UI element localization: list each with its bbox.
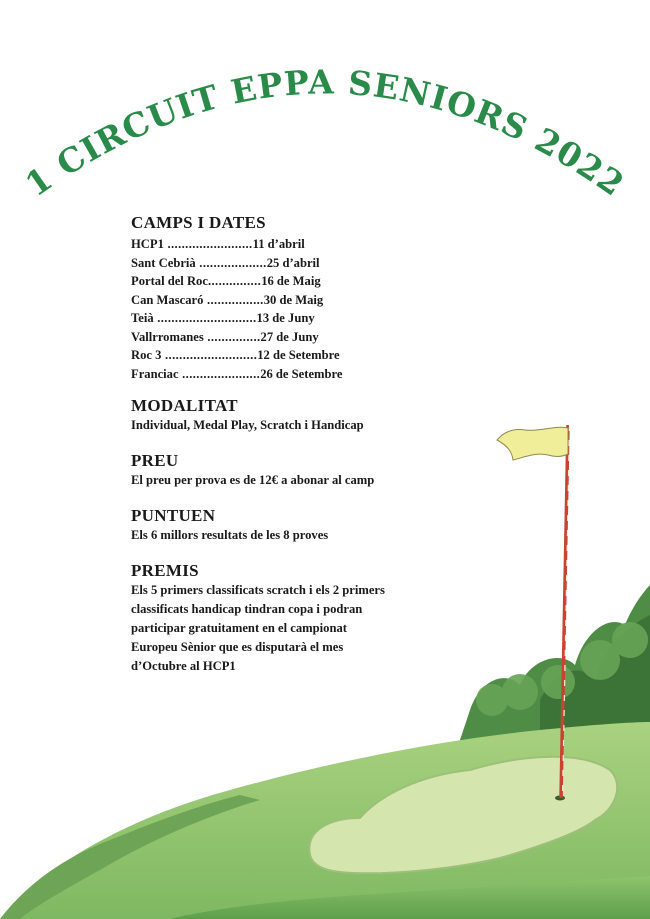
puntuen-section bbox=[131, 506, 491, 545]
venue-name: Franciac bbox=[131, 366, 179, 381]
dot-leader: ........................ bbox=[163, 237, 253, 251]
venue-name: Sant Cebrià bbox=[131, 255, 196, 270]
schedule-row bbox=[131, 254, 491, 273]
event-date: 12 de Setembre bbox=[257, 348, 340, 362]
puntuen-heading: PUNTUEN bbox=[131, 506, 216, 525]
preu-heading: PREU bbox=[131, 451, 179, 470]
premis-line: d’Octubre al HCP1 bbox=[131, 659, 236, 673]
premis-heading: PREMIS bbox=[131, 561, 199, 580]
dot-leader: ............................ bbox=[153, 311, 257, 325]
info-column bbox=[131, 213, 491, 676]
modalitat-text: Individual, Medal Play, Scratch i Handicap bbox=[131, 418, 364, 432]
event-date: 30 de Maig bbox=[263, 292, 324, 307]
schedule-list bbox=[131, 235, 491, 383]
premis-text bbox=[131, 581, 431, 676]
premis-line: Europeu Sènior que es disputarà el mes bbox=[131, 640, 344, 654]
preu-text: El preu per prova es de 12€ a abonar al camp bbox=[131, 473, 375, 487]
venue-name: HCP1 bbox=[131, 237, 164, 251]
camps-heading: CAMPS I DATES bbox=[131, 213, 266, 232]
event-date: 11 d’abril bbox=[252, 237, 305, 251]
dot-leader: ................... bbox=[195, 255, 267, 270]
modalitat-heading: MODALITAT bbox=[131, 396, 238, 415]
event-date: 25 d’abril bbox=[266, 255, 320, 270]
dot-leader: ................ bbox=[203, 292, 264, 307]
modalitat-section bbox=[131, 396, 491, 435]
camps-section bbox=[131, 213, 491, 383]
venue-name: Vallrromanes bbox=[131, 329, 204, 344]
dot-leader: ............... bbox=[203, 329, 261, 344]
poster-title: 1 CIRCUIT EPPA SENIORS 2022 bbox=[18, 62, 632, 205]
puntuen-text: Els 6 millors resultats de les 8 proves bbox=[131, 528, 329, 542]
schedule-row bbox=[131, 328, 491, 347]
event-date: 13 de Juny bbox=[256, 311, 315, 325]
schedule-row bbox=[131, 272, 491, 291]
schedule-row bbox=[131, 365, 491, 384]
dot-leader: ...................... bbox=[178, 366, 261, 381]
venue-name: Roc 3 bbox=[131, 348, 162, 362]
premis-section bbox=[131, 561, 491, 676]
premis-line: Els 5 primers classificats scratch i els 2 primers bbox=[131, 583, 385, 597]
flag bbox=[497, 427, 568, 460]
schedule-row bbox=[131, 235, 491, 254]
schedule-row bbox=[131, 309, 491, 328]
title-arc bbox=[0, 0, 650, 230]
schedule-row bbox=[131, 346, 491, 365]
premis-line: participar gratuitament en el campionat bbox=[131, 621, 347, 635]
dot-leader: ............... bbox=[207, 274, 262, 288]
event-date: 16 de Maig bbox=[261, 274, 321, 288]
schedule-row bbox=[131, 291, 491, 310]
preu-section bbox=[131, 451, 491, 490]
event-date: 27 de Juny bbox=[260, 329, 319, 344]
venue-name: Portal del Roc bbox=[131, 274, 208, 288]
dot-leader: .......................... bbox=[161, 348, 258, 362]
venue-name: Can Mascaró bbox=[131, 292, 204, 307]
venue-name: Teià bbox=[131, 311, 154, 325]
premis-line: classificats handicap tindran copa i podran bbox=[131, 602, 363, 616]
event-date: 26 de Setembre bbox=[260, 366, 343, 381]
